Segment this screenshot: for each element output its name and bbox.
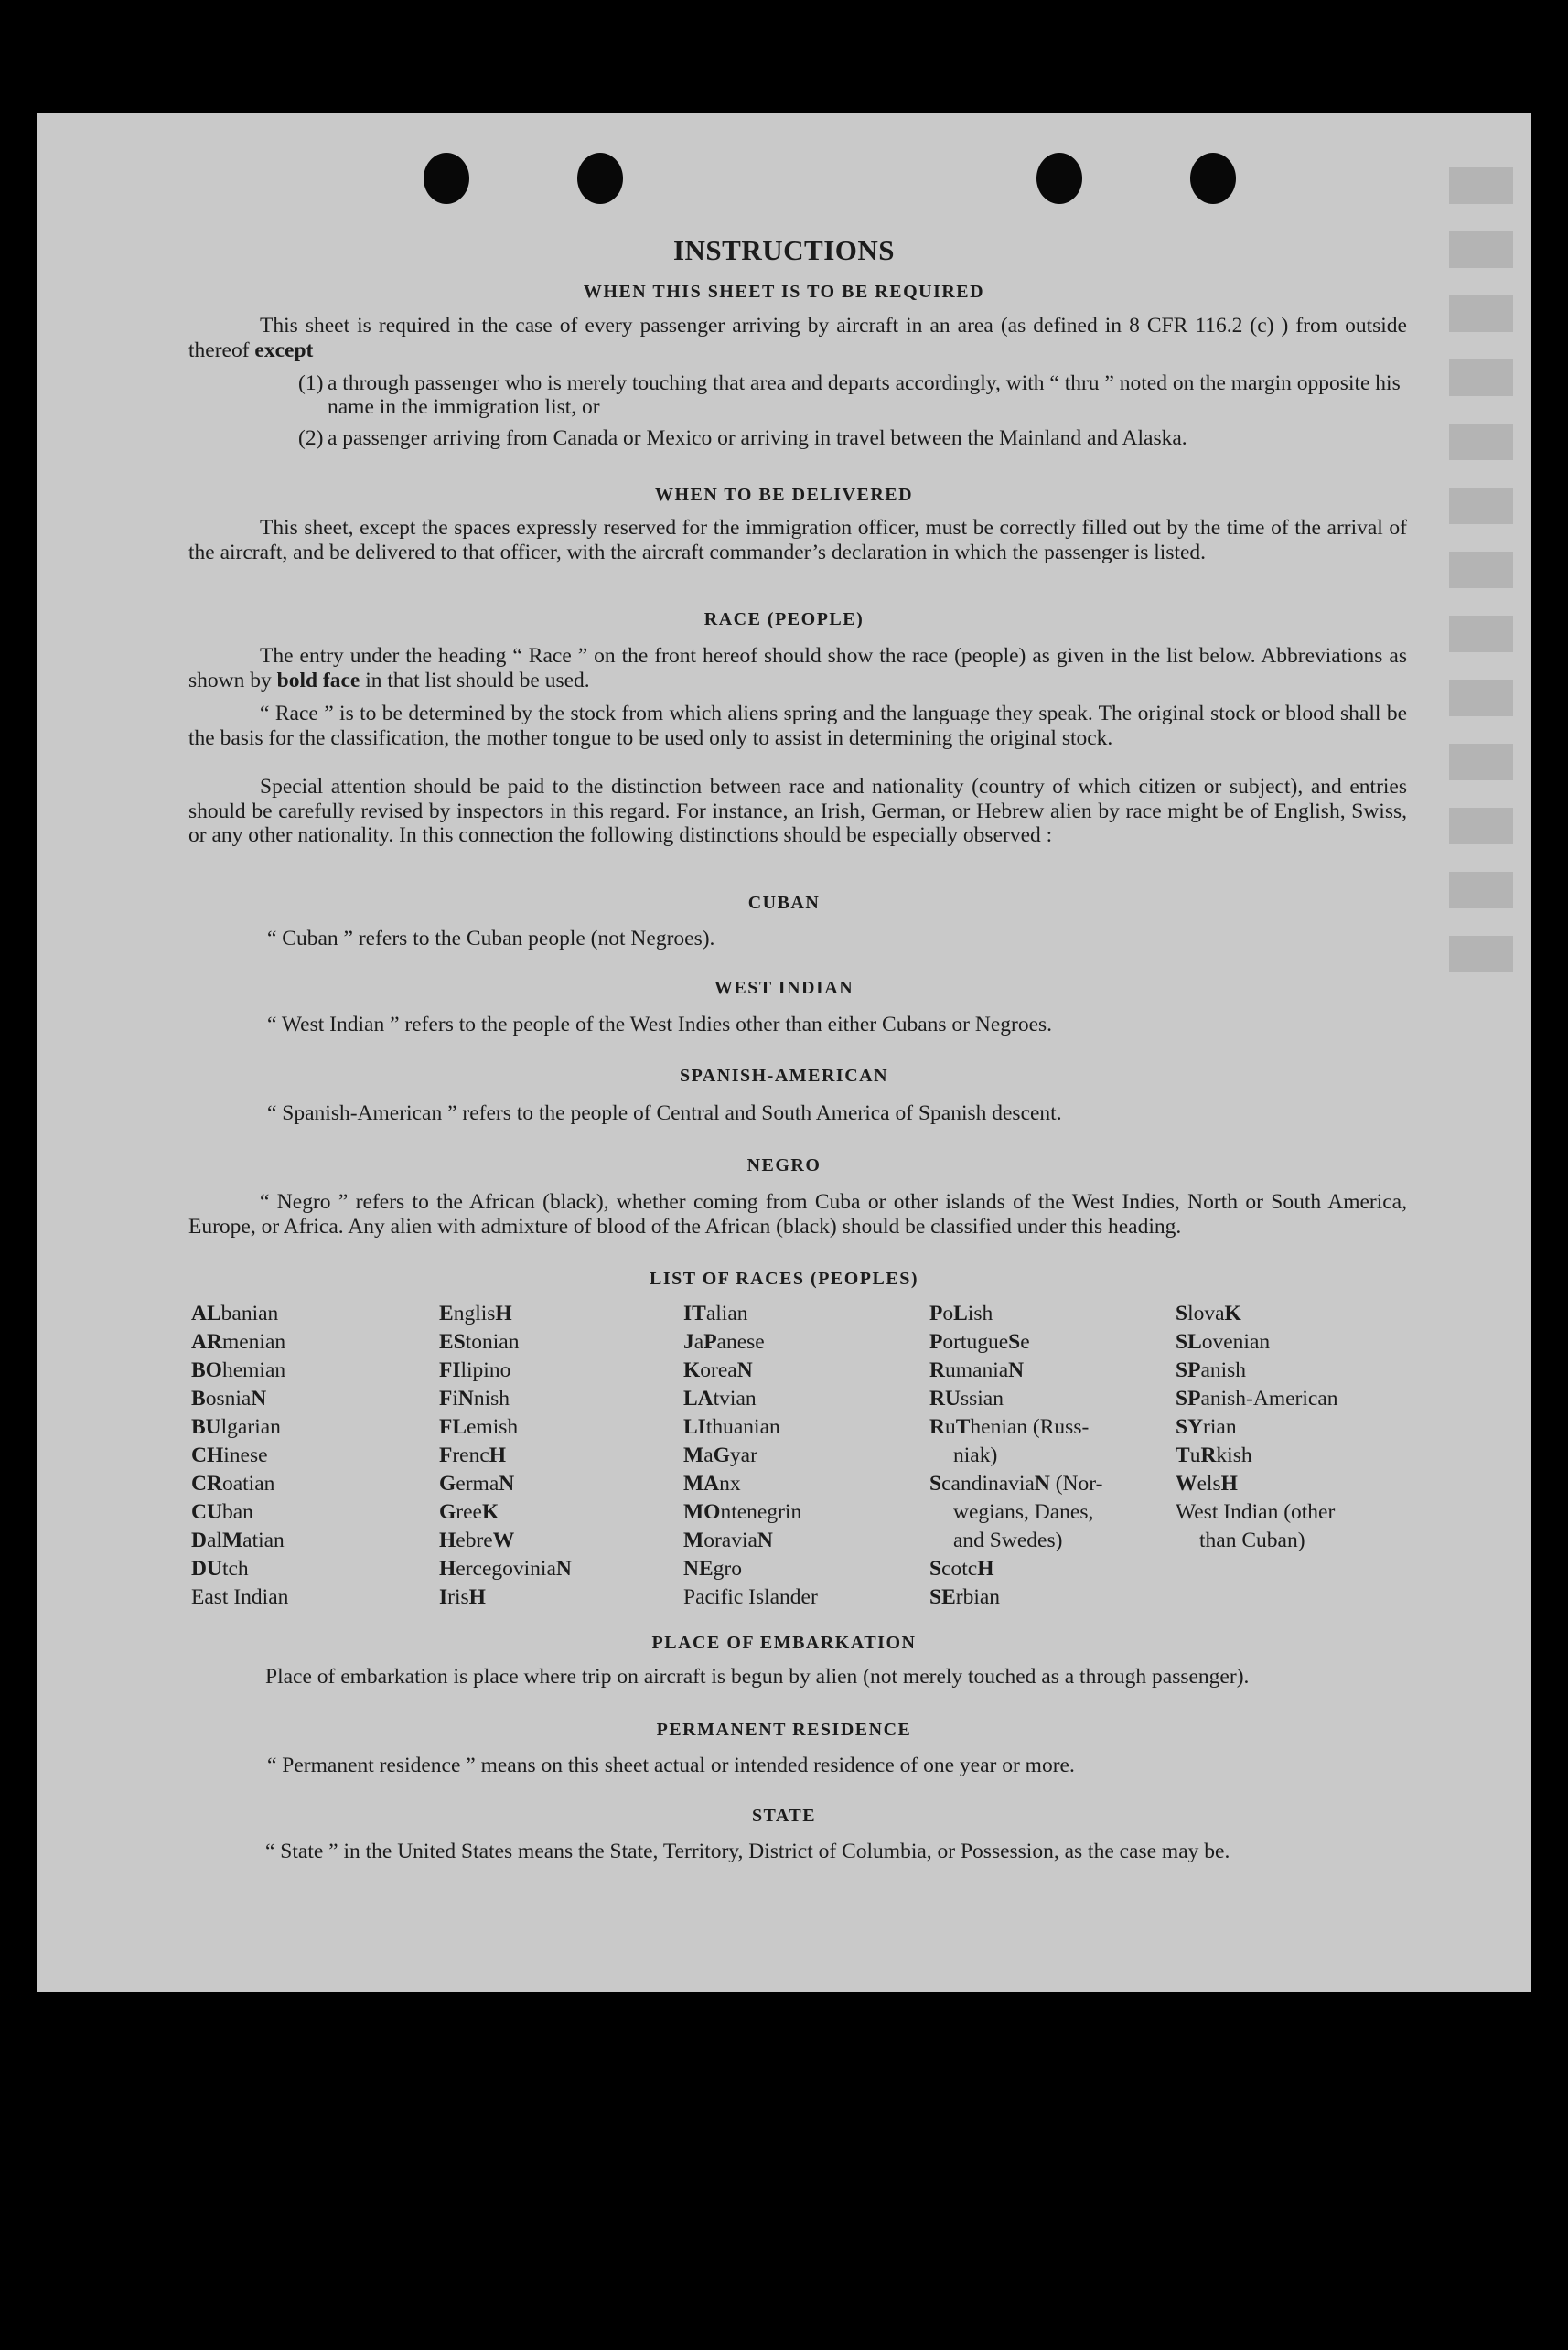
race-abbreviation: K: [481, 1500, 499, 1524]
race-abbreviation: CU: [191, 1500, 222, 1524]
paragraph-race-1: [188, 644, 1407, 692]
race-entry: [683, 1583, 818, 1612]
race-entry: [439, 1413, 572, 1442]
race-abbreviation: FL: [439, 1415, 467, 1439]
race-name-part: Pacific Islander: [683, 1585, 818, 1609]
race-name-part: oravia: [703, 1529, 757, 1552]
race-abbreviation: SP: [1176, 1387, 1201, 1411]
punch-hole: [1036, 153, 1082, 204]
race-name-part: anese: [716, 1330, 765, 1354]
item-text: a passenger arriving from Canada or Mexico or arriving in travel between the Mainland and Alaska.: [328, 426, 1187, 450]
race-abbreviation: LI: [683, 1415, 706, 1439]
race-name-part: ree: [456, 1500, 482, 1524]
race-entry: [1176, 1470, 1386, 1498]
race-abbreviation: CR: [191, 1472, 222, 1496]
race-abbreviation: N: [1034, 1472, 1050, 1496]
race-name-part: e: [1020, 1330, 1030, 1354]
race-abbreviation: G: [439, 1500, 456, 1524]
race-name-part: gro: [713, 1557, 742, 1581]
race-abbreviation: M: [683, 1529, 704, 1552]
heading-cuban: CUBAN: [747, 893, 821, 913]
text-embarkation: Place of embarkation is place where trip on aircraft is begun by alien (not merely touched as a through passenger).: [265, 1665, 1250, 1689]
list-item: [298, 426, 1407, 450]
text-negro: “ Negro ” refers to the African (black), whether coming from Cuba or other islands of the West Indies, North or South America, Europe, or Africa. Any alien with admixture of blood of the African (black) should be classified under this heading.: [188, 1190, 1407, 1239]
race-name-part: inese: [223, 1443, 268, 1467]
race-name-part: tonian: [465, 1330, 520, 1354]
text-bold-face: bold face: [276, 668, 360, 692]
race-name-part: umania: [944, 1358, 1009, 1382]
race-name-part: kish: [1216, 1443, 1252, 1467]
paragraph-race-2: [188, 702, 1407, 750]
race-abbreviation: AL: [191, 1302, 221, 1325]
race-entry: [439, 1555, 572, 1583]
punch-hole: [1190, 153, 1236, 204]
heading-spanish-american: SPANISH-AMERICAN: [679, 1066, 889, 1086]
race-abbreviation: LA: [683, 1387, 714, 1411]
race-name-part: ovenian: [1201, 1330, 1271, 1354]
race-name-part: u: [1189, 1443, 1201, 1467]
race-abbreviation: S: [1176, 1302, 1188, 1325]
race-name-part: hemian: [221, 1358, 286, 1382]
race-entry: [683, 1357, 818, 1385]
page-title: INSTRUCTIONS: [672, 234, 895, 266]
race-abbreviation: CH: [191, 1443, 224, 1467]
paragraph-state: [194, 1840, 1412, 1864]
race-entry: [191, 1413, 288, 1442]
race-name-part: tch: [221, 1557, 249, 1581]
race-abbreviation: R: [1200, 1443, 1217, 1467]
text-residence: “ Permanent residence ” means on this sheet actual or intended residence of one year or more.: [267, 1754, 1075, 1777]
heading-list-of-races: LIST OF RACES (PEOPLES): [649, 1269, 918, 1289]
race-name-part: nx: [719, 1472, 741, 1496]
race-name-part: emish: [467, 1415, 519, 1439]
race-name-part: oatian: [221, 1472, 275, 1496]
race-abbreviation: T: [1176, 1443, 1190, 1467]
race-abbreviation: I: [439, 1585, 448, 1609]
race-abbreviation: W: [1176, 1472, 1197, 1496]
race-abbreviation: S: [929, 1557, 942, 1581]
race-name-part: orea: [700, 1358, 737, 1382]
heading-negro: NEGRO: [746, 1155, 822, 1175]
race-abbreviation: DU: [191, 1557, 222, 1581]
race-abbreviation: G: [439, 1472, 456, 1496]
race-name-part: o: [942, 1302, 954, 1325]
race-abbreviation: S: [929, 1472, 942, 1496]
text-spanish-american: “ Spanish-American ” refers to the people of Central and South America of Spanish descent.: [267, 1101, 1062, 1125]
race-abbreviation: F: [439, 1443, 453, 1467]
race-entry: [439, 1498, 572, 1527]
race-name-part: atian: [242, 1529, 285, 1552]
race-entry: [191, 1442, 288, 1470]
race-abbreviation: N: [555, 1557, 572, 1581]
text-when-required: This sheet is required in the case of every passenger arriving by aircraft in an area (as defined in 8 CFR 116.2 (c) ) from outside thereof: [188, 314, 1407, 362]
race-name-part: els: [1197, 1472, 1221, 1496]
race-abbreviation: H: [495, 1302, 512, 1325]
race-entry: [929, 1357, 1158, 1385]
race-entry: [1176, 1385, 1386, 1413]
race-abbreviation: H: [439, 1529, 456, 1552]
race-abbreviation: D: [191, 1529, 207, 1552]
race-name-part: al: [206, 1529, 222, 1552]
race-entry: [191, 1470, 288, 1498]
race-abbreviation: W: [492, 1529, 515, 1552]
text-state: “ State ” in the United States means the State, Territory, District of Columbia, or Possession, as the case may be.: [265, 1840, 1230, 1863]
race-entry: [683, 1300, 818, 1328]
race-abbreviation: MO: [683, 1500, 721, 1524]
race-name-part: West Indian (other: [1176, 1500, 1336, 1524]
race-abbreviation: SY: [1176, 1415, 1204, 1439]
race-column: [191, 1300, 288, 1612]
race-abbreviation: N: [457, 1387, 474, 1411]
race-entry: [683, 1527, 818, 1555]
text-except: except: [254, 338, 314, 362]
race-entry: [439, 1300, 572, 1328]
race-abbreviation: E: [439, 1302, 454, 1325]
race-abbreviation: ES: [439, 1330, 466, 1354]
race-name-part: rian: [1203, 1415, 1237, 1439]
race-column: [439, 1300, 572, 1612]
text-race-2: “ Race ” is to be determined by the stock from which aliens spring and the language they speak. The original stock or blood shall be the basis for the classification, the mother tongue to be used only to assist in determining the original stock.: [188, 702, 1407, 750]
race-entry: [1176, 1300, 1386, 1328]
paragraph-embarkation: [194, 1665, 1412, 1690]
race-entry: [191, 1498, 288, 1527]
race-abbreviation: N: [757, 1529, 773, 1552]
race-entry-continuation: niak): [953, 1443, 998, 1467]
paragraph-when-delivered: [188, 516, 1407, 564]
race-name-part: anish-American: [1200, 1387, 1338, 1411]
race-abbreviation: H: [1220, 1472, 1238, 1496]
race-abbreviation: N: [251, 1387, 267, 1411]
heading-when-delivered: WHEN TO BE DELIVERED: [654, 485, 914, 505]
race-name-part: nish: [473, 1387, 510, 1411]
race-name-part: candinavia: [941, 1472, 1035, 1496]
race-abbreviation: NE: [683, 1557, 714, 1581]
race-entry: [191, 1555, 288, 1583]
race-entry: [439, 1385, 572, 1413]
race-name-part: alian: [705, 1302, 748, 1325]
race-abbreviation: S: [1008, 1330, 1021, 1354]
race-abbreviation: F: [439, 1387, 453, 1411]
race-abbreviation: T: [955, 1415, 971, 1439]
punch-hole: [424, 153, 469, 204]
race-abbreviation: J: [683, 1330, 694, 1354]
text-cuban: “ Cuban ” refers to the Cuban people (not Negroes).: [267, 927, 715, 950]
race-name-part: u: [944, 1415, 956, 1439]
race-entry: [929, 1328, 1158, 1357]
text-when-delivered: This sheet, except the spaces expressly reserved for the immigration officer, must be correctly filled out by the time of the arrival of the aircraft, and be delivered to that officer, with the aircraft commander’s declaration in which the passenger is listed.: [188, 516, 1407, 564]
race-abbreviation: BU: [191, 1415, 221, 1439]
race-entry: [1176, 1498, 1386, 1527]
race-column: [683, 1300, 818, 1612]
race-name-part: anish: [1200, 1358, 1247, 1382]
race-entry: [1176, 1328, 1386, 1357]
race-entry: [439, 1442, 572, 1470]
race-abbreviation: SE: [929, 1585, 956, 1609]
race-entry: [191, 1357, 288, 1385]
item-text: a through passenger who is merely touching that area and departs accordingly, with “ thru ” noted on the margin opposite his name in the immigration list, or: [328, 371, 1401, 419]
race-name-part: a: [693, 1330, 704, 1354]
punch-hole: [577, 153, 623, 204]
race-name-part: East Indian: [191, 1585, 289, 1609]
race-name-part: tvian: [713, 1387, 757, 1411]
race-abbreviation: IT: [683, 1302, 706, 1325]
race-name-part: rbian: [955, 1585, 1001, 1609]
race-abbreviation: M: [221, 1529, 243, 1552]
list-item: [298, 371, 1407, 419]
text-west-indian: “ West Indian ” refers to the people of the West Indies other than either Cubans or Negroes.: [267, 1013, 1053, 1036]
race-entry: [191, 1300, 288, 1328]
race-name-part: renc: [452, 1443, 489, 1467]
race-name-part: ercegovinia: [456, 1557, 556, 1581]
race-name-part: lova: [1187, 1302, 1225, 1325]
race-entry-continuation: than Cuban): [1199, 1529, 1305, 1552]
race-name-part: ntenegrin: [720, 1500, 802, 1524]
race-entry: [929, 1470, 1158, 1498]
race-abbreviation: SL: [1176, 1330, 1202, 1354]
race-name-part: osnia: [205, 1387, 252, 1411]
race-abbreviation: N: [499, 1472, 515, 1496]
race-column: [929, 1300, 1158, 1612]
race-entry: [191, 1328, 288, 1357]
race-name-part: (Nor-: [1049, 1472, 1103, 1496]
race-entry: [683, 1555, 818, 1583]
race-abbreviation: B: [191, 1387, 206, 1411]
race-entry: [439, 1583, 572, 1612]
race-entry: [1176, 1357, 1386, 1385]
race-column: [1176, 1300, 1386, 1555]
race-entry: [1176, 1442, 1386, 1470]
race-name-part: ortugue: [942, 1330, 1009, 1354]
race-name-part: thuanian: [705, 1415, 780, 1439]
race-entry: [683, 1498, 818, 1527]
race-entry: [683, 1442, 818, 1470]
race-name-part: menian: [221, 1330, 286, 1354]
race-name-part: i: [452, 1387, 458, 1411]
heading-race: RACE (PEOPLE): [703, 609, 865, 629]
race-abbreviation: SP: [1176, 1358, 1201, 1382]
race-abbreviation: H: [439, 1557, 456, 1581]
race-entry: [683, 1470, 818, 1498]
race-abbreviation: MA: [683, 1472, 720, 1496]
race-entry: [439, 1328, 572, 1357]
race-name-part: ssian: [960, 1387, 1004, 1411]
race-abbreviation: P: [929, 1330, 943, 1354]
race-abbreviation: P: [703, 1330, 717, 1354]
heading-when-required: WHEN THIS SHEET IS TO BE REQUIRED: [583, 282, 985, 302]
paragraph-when-required: [188, 314, 1407, 362]
race-entry: [191, 1385, 288, 1413]
race-name-part: yar: [729, 1443, 757, 1467]
race-entry: [439, 1357, 572, 1385]
race-name-part: nglis: [453, 1302, 496, 1325]
race-abbreviation: N: [736, 1358, 753, 1382]
race-entry: [191, 1583, 288, 1612]
text-race-1c: in that list should be used.: [365, 668, 590, 692]
race-name-part: henian (Russ-: [970, 1415, 1090, 1439]
race-entry: [683, 1413, 818, 1442]
item-number: (2): [298, 426, 324, 450]
item-number: (1): [298, 371, 324, 395]
race-abbreviation: L: [953, 1302, 968, 1325]
race-abbreviation: K: [683, 1358, 701, 1382]
race-entry: [439, 1527, 572, 1555]
race-entry: [929, 1300, 1158, 1328]
race-abbreviation: R: [929, 1415, 945, 1439]
race-abbreviation: M: [683, 1443, 704, 1467]
race-entry-continuation: wegians, Danes,: [953, 1500, 1094, 1524]
race-abbreviation: H: [489, 1443, 507, 1467]
race-name-part: lgarian: [220, 1415, 281, 1439]
race-abbreviation: N: [1008, 1358, 1025, 1382]
race-abbreviation: H: [977, 1557, 994, 1581]
race-abbreviation: R: [929, 1358, 945, 1382]
race-abbreviation: G: [713, 1443, 730, 1467]
text-race-1a: The entry under the heading “ Race ” on the front hereof should show the race (people) as given in the list below. Abbreviations as shown by: [188, 644, 1407, 692]
race-name-part: a: [703, 1443, 714, 1467]
paragraph-race-3: [188, 775, 1407, 848]
race-abbreviation: H: [468, 1585, 486, 1609]
race-entry: [191, 1527, 288, 1555]
race-abbreviation: BO: [191, 1358, 222, 1382]
heading-residence: PERMANENT RESIDENCE: [656, 1720, 912, 1740]
race-abbreviation: P: [929, 1302, 943, 1325]
heading-embarkation: PLACE OF EMBARKATION: [651, 1633, 917, 1653]
race-name-part: ban: [221, 1500, 253, 1524]
text-race-3: Special attention should be paid to the distinction between race and nationality (country of which citizen or subject), and entries should be carefully revised by inspectors in this regard. For instance, an Irish, German, or Hebrew alien by race might be of English, Swiss, or any other nationality. In this connection the following distinctions should be especially observed :: [188, 775, 1407, 847]
race-name-part: lipino: [460, 1358, 511, 1382]
race-name-part: ish: [967, 1302, 993, 1325]
race-entry: [929, 1413, 1158, 1442]
race-abbreviation: RU: [929, 1387, 961, 1411]
race-abbreviation: K: [1224, 1302, 1241, 1325]
document-sheet: [37, 113, 1531, 1992]
heading-west-indian: WEST INDIAN: [714, 978, 854, 998]
race-entry: [1176, 1413, 1386, 1442]
race-entry: [929, 1385, 1158, 1413]
paragraph-negro: [188, 1190, 1407, 1239]
race-entry: [929, 1583, 1158, 1612]
race-abbreviation: FI: [439, 1358, 461, 1382]
race-entry: [683, 1385, 818, 1413]
race-name-part: ris: [447, 1585, 469, 1609]
race-name-part: cotc: [941, 1557, 978, 1581]
race-entry: [929, 1555, 1158, 1583]
race-entry-continuation: and Swedes): [953, 1529, 1063, 1552]
race-name-part: banian: [220, 1302, 279, 1325]
race-entry: [683, 1328, 818, 1357]
race-entry: [439, 1470, 572, 1498]
race-abbreviation: AR: [191, 1330, 222, 1354]
heading-state: STATE: [751, 1806, 817, 1826]
race-name-part: ebre: [456, 1529, 493, 1552]
race-name-part: erma: [456, 1472, 499, 1496]
